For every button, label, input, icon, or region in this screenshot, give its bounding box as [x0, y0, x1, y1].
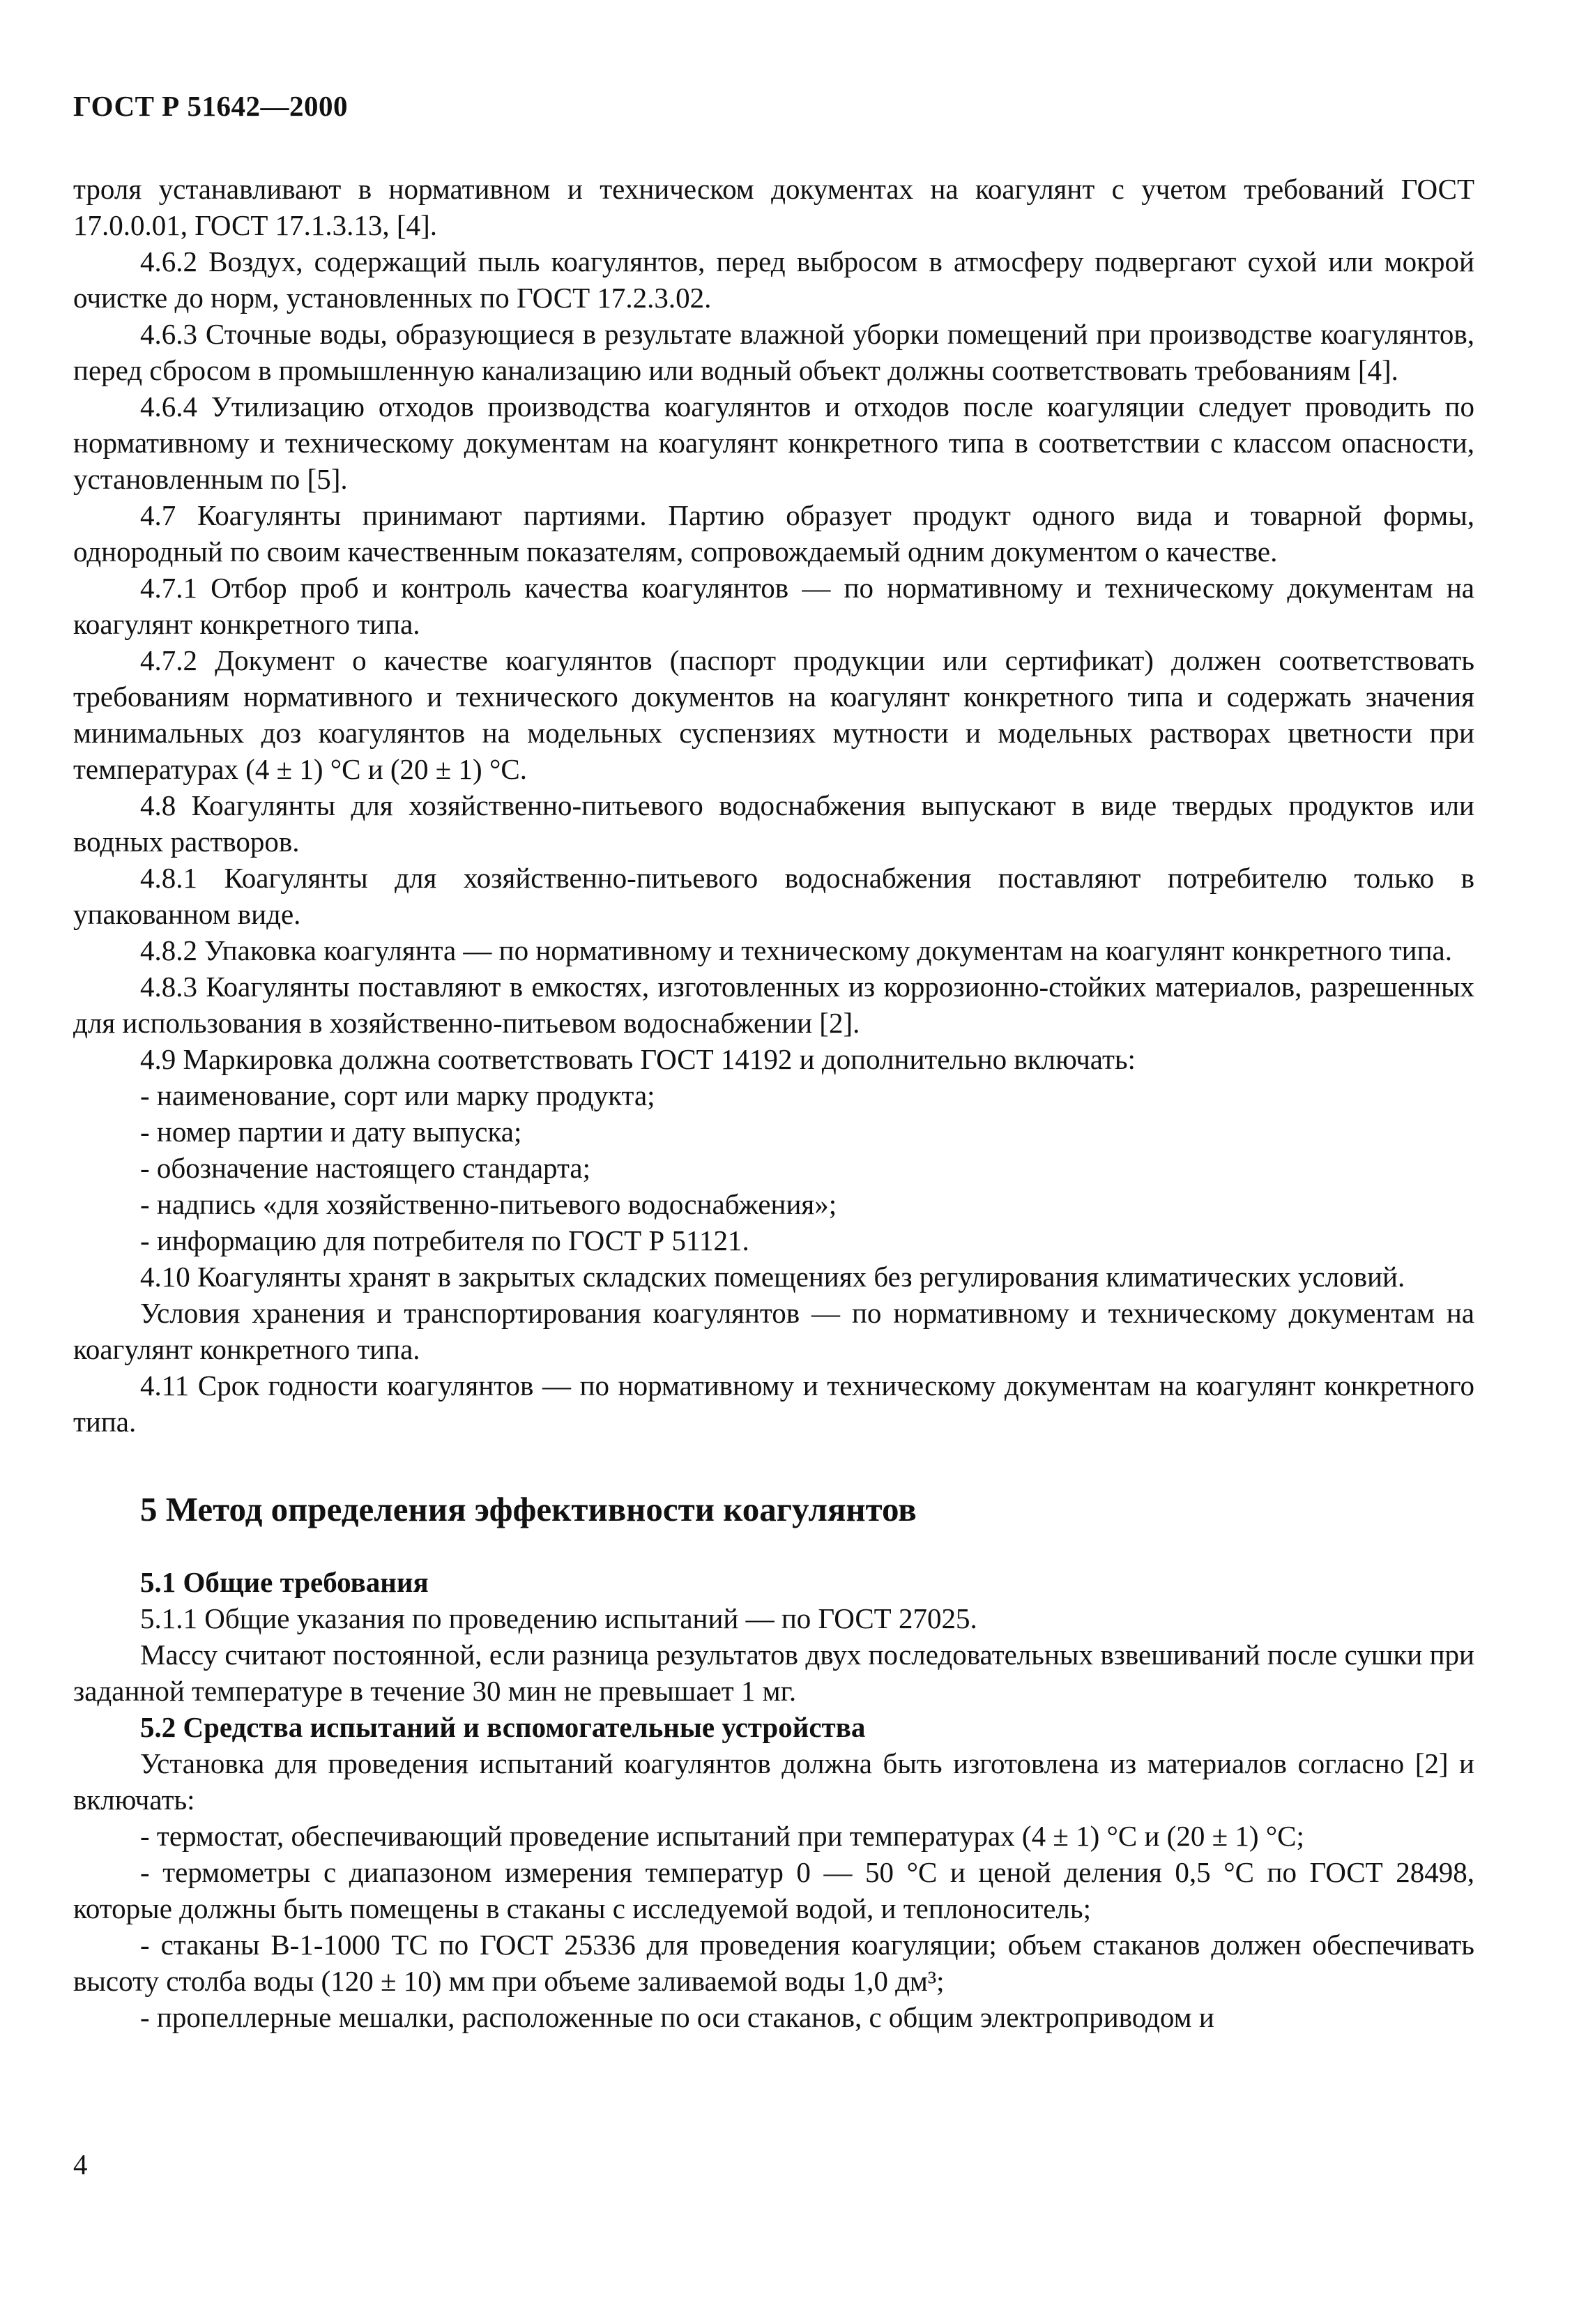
- setup-paragraph: Установка для проведения испытаний коагулянтов должна быть изготовлена из материалов согласно [2] и включать:: [73, 1747, 1474, 1816]
- subsection-5-2-title: 5.2 Средства испытаний и вспомогательные устройства: [140, 1711, 866, 1743]
- marking-list-item: - надпись «для хозяйственно-питьевого водоснабжения»;: [140, 1188, 837, 1220]
- clause-4-6-3: 4.6.3 Сточные воды, образующиеся в результате влажной уборки помещений при производстве коагулянтов, перед сбросом в промышленную канализацию или водный объект должны соответствовать требованиям [4].: [73, 318, 1474, 386]
- clause-4-7-1: 4.7.1 Отбор проб и контроль качества коагулянтов — по нормативному и техническому документам на коагулянт конкретного типа.: [73, 572, 1474, 640]
- equipment-list-item: - термостат, обеспечивающий проведение испытаний при температурах (4 ± 1) °С и (20 ± 1) °С;: [140, 1820, 1304, 1852]
- clause-4-8-1: 4.8.1 Коагулянты для хозяйственно-питьевого водоснабжения поставляют потребителю только в упакованном виде.: [73, 862, 1474, 930]
- storage-conditions-paragraph: Условия хранения и транспортирования коагулянтов — по нормативному и техническому документам на коагулянт конкретного типа.: [73, 1297, 1474, 1365]
- clause-4-7: 4.7 Коагулянты принимают партиями. Партию образует продукт одного вида и товарной формы, однородный по своим качественным показателям, сопровождаемый одним документом о качестве.: [73, 499, 1474, 568]
- subsection-5-1-title: 5.1 Общие требования: [140, 1566, 429, 1598]
- equipment-list-item: - термометры с диапазоном измерения температур 0 — 50 °С и ценой деления 0,5 °С по ГОСТ 28498, которые должны быть помещены в стаканы с исследуемой водой, и теплоноситель;: [73, 1856, 1474, 1924]
- marking-list-item: - наименование, сорт или марку продукта;: [140, 1079, 655, 1111]
- clause-4-6-2: 4.6.2 Воздух, содержащий пыль коагулянтов, перед выбросом в атмосферу подвергают сухой или мокрой очистке до норм, установленных по ГОСТ 17.2.3.02.: [73, 245, 1474, 314]
- clause-4-7-2: 4.7.2 Документ о качестве коагулянтов (паспорт продукции или сертификат) должен соответствовать требованиям нормативного и технического документов на коагулянт конкретного типа и содержать значения минимальных доз коагулянтов на модельных суспензиях мутности и модельных растворах цветности при температурах (4 ± 1) °С и (20 ± 1) °С.: [73, 644, 1474, 785]
- clause-5-1-1: 5.1.1 Общие указания по проведению испытаний — по ГОСТ 27025.: [140, 1602, 977, 1634]
- marking-list-item: - информацию для потребителя по ГОСТ Р 51121.: [140, 1224, 749, 1256]
- clause-4-11: 4.11 Срок годности коагулянтов — по нормативному и техническому документам на коагулянт конкретного типа.: [73, 1369, 1474, 1438]
- page-body: [73, 171, 1474, 2035]
- page-number: 4: [73, 2148, 88, 2180]
- marking-list-item: - обозначение настоящего стандарта;: [140, 1152, 590, 1184]
- clause-4-8: 4.8 Коагулянты для хозяйственно-питьевого водоснабжения выпускают в виде твердых продуктов или водных растворов.: [73, 789, 1474, 858]
- equipment-list-item: - пропеллерные мешалки, расположенные по оси стаканов, с общим электроприводом и: [140, 2001, 1214, 2033]
- marking-list-item: - номер партии и дату выпуска;: [140, 1116, 522, 1148]
- equipment-list-item: - стаканы В-1-1000 ТС по ГОСТ 25336 для проведения коагуляции; объем стаканов должен обеспечивать высоту столба воды (120 ± 10) мм при объеме заливаемой воды 1,0 дм³;: [73, 1929, 1474, 1997]
- section-5-title: 5 Метод определения эффективности коагулянтов: [140, 1490, 917, 1528]
- paragraph-continuation: троля устанавливают в нормативном и техническом документах на коагулянт с учетом требований ГОСТ 17.0.0.01, ГОСТ 17.1.3.13, [4].: [73, 173, 1474, 241]
- clause-4-8-3: 4.8.3 Коагулянты поставляют в емкостях, изготовленных из коррозионно-стойких материалов, разрешенных для использования в хозяйственно-питьевом водоснабжении [2].: [73, 971, 1474, 1039]
- constant-mass-paragraph: Массу считают постоянной, если разница результатов двух последовательных взвешиваний после сушки при заданной температуре в течение 30 мин не превышает 1 мг.: [73, 1639, 1474, 1707]
- clause-4-8-2: 4.8.2 Упаковка коагулянта — по нормативному и техническому документам на коагулянт конкретного типа.: [140, 934, 1452, 966]
- clause-4-6-4: 4.6.4 Утилизацию отходов производства коагулянтов и отходов после коагуляции следует проводить по нормативному и техническому документам на коагулянт конкретного типа в соответствии с классом опасности, установленным по [5].: [73, 390, 1474, 495]
- clause-4-9: 4.9 Маркировка должна соответствовать ГОСТ 14192 и дополнительно включать:: [140, 1043, 1136, 1075]
- document-header: ГОСТ Р 51642—2000: [73, 90, 348, 122]
- clause-4-10: 4.10 Коагулянты хранят в закрытых складских помещениях без регулирования климатических условий.: [140, 1261, 1405, 1293]
